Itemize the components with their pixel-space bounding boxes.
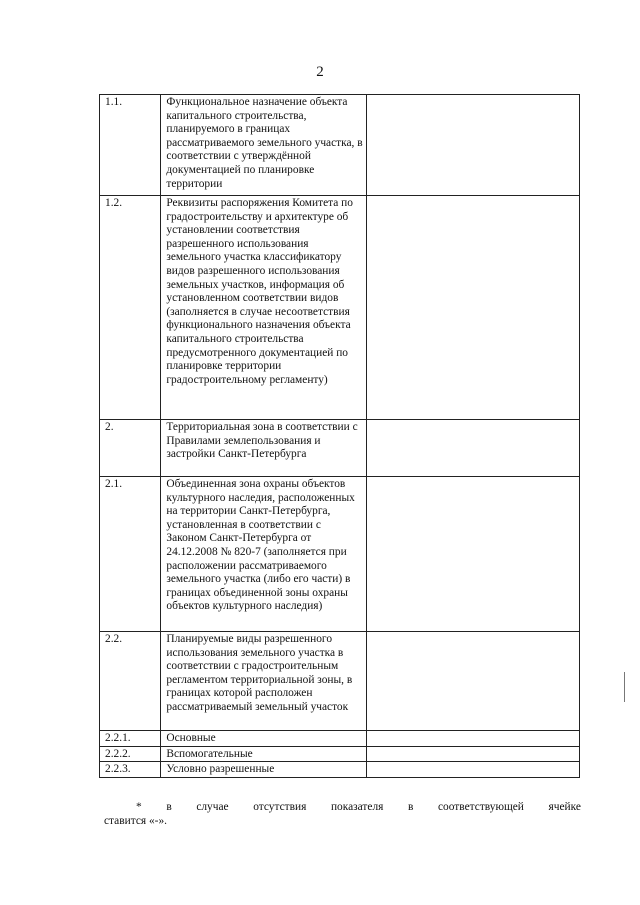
row-description: Условно разрешенные [161,762,366,778]
table-row [100,420,580,477]
footnote-first-line [104,800,581,814]
row-description: Вспомогательные [161,746,366,762]
footnote [104,800,581,828]
row-number: 2. [100,420,161,477]
row-description: Основные [161,731,366,747]
table-row [100,632,580,731]
footnote-word: случае [196,801,229,813]
row-value [366,746,579,762]
row-description: Территориальная зона в соответствии с Правилами землепользования и застройки Санкт-Петербурга [161,420,366,477]
footnote-word: в [408,801,414,813]
footnote-word: соответствующей [438,801,524,813]
row-value [366,762,579,778]
table-row [100,746,580,762]
footnote-word: ячейке [548,801,581,813]
row-number: 2.1. [100,477,161,632]
footnote-word: отсутствия [253,801,307,813]
table-row [100,477,580,632]
row-value [366,477,579,632]
row-value [366,196,579,420]
info-table [99,94,580,778]
footnote-word: в [166,801,172,813]
row-number: 2.2.1. [100,731,161,747]
table-row [100,731,580,747]
row-description: Реквизиты распоряжения Комитета по градостроительству и архитектуре об установлении соответствия разрешенного использования земельного участка классификатору видов разрешенного использования земельных участков, информация об установленном соответствии видов (заполняется в случае несоответствия функционального назначения объекта капитального строительства предусмотренного документацией по планировке территории градостроительному регламенту) [161,196,366,420]
table-row [100,95,580,196]
row-number: 1.1. [100,95,161,196]
row-number: 2.2.3. [100,762,161,778]
row-value [366,95,579,196]
footnote-word: * [136,801,142,813]
footnote-second-line: ставится «-». [104,815,167,827]
row-description: Объединенная зона охраны объектов культурного наследия, расположенных на территории Санкт-Петербурга, установленная в соответствии с Законом Санкт-Петербурга от 24.12.2008 № 820-7 (заполняется при расположении рассматриваемого земельного участка (либо его части) в границах объединенной зоны охраны объектов культурного наследия) [161,477,366,632]
scan-margin-mark [624,672,625,702]
row-value [366,632,579,731]
footnote-word: показателя [330,801,384,813]
row-number: 1.2. [100,196,161,420]
row-value [366,420,579,477]
row-number: 2.2. [100,632,161,731]
row-value [366,731,579,747]
table-row [100,196,580,420]
table-row [100,762,580,778]
page-number: 2 [316,64,324,80]
row-number: 2.2.2. [100,746,161,762]
row-description: Планируемые виды разрешенного использования земельного участка в соответствии с градостроительным регламентом территориальной зоны, в границах которой расположен рассматриваемый земельный участок [161,632,366,731]
row-description: Функциональное назначение объекта капитального строительства, планируемого в границах рассматриваемого земельного участка, в соответствии с утверждённой документацией по планировке территории [161,95,366,196]
